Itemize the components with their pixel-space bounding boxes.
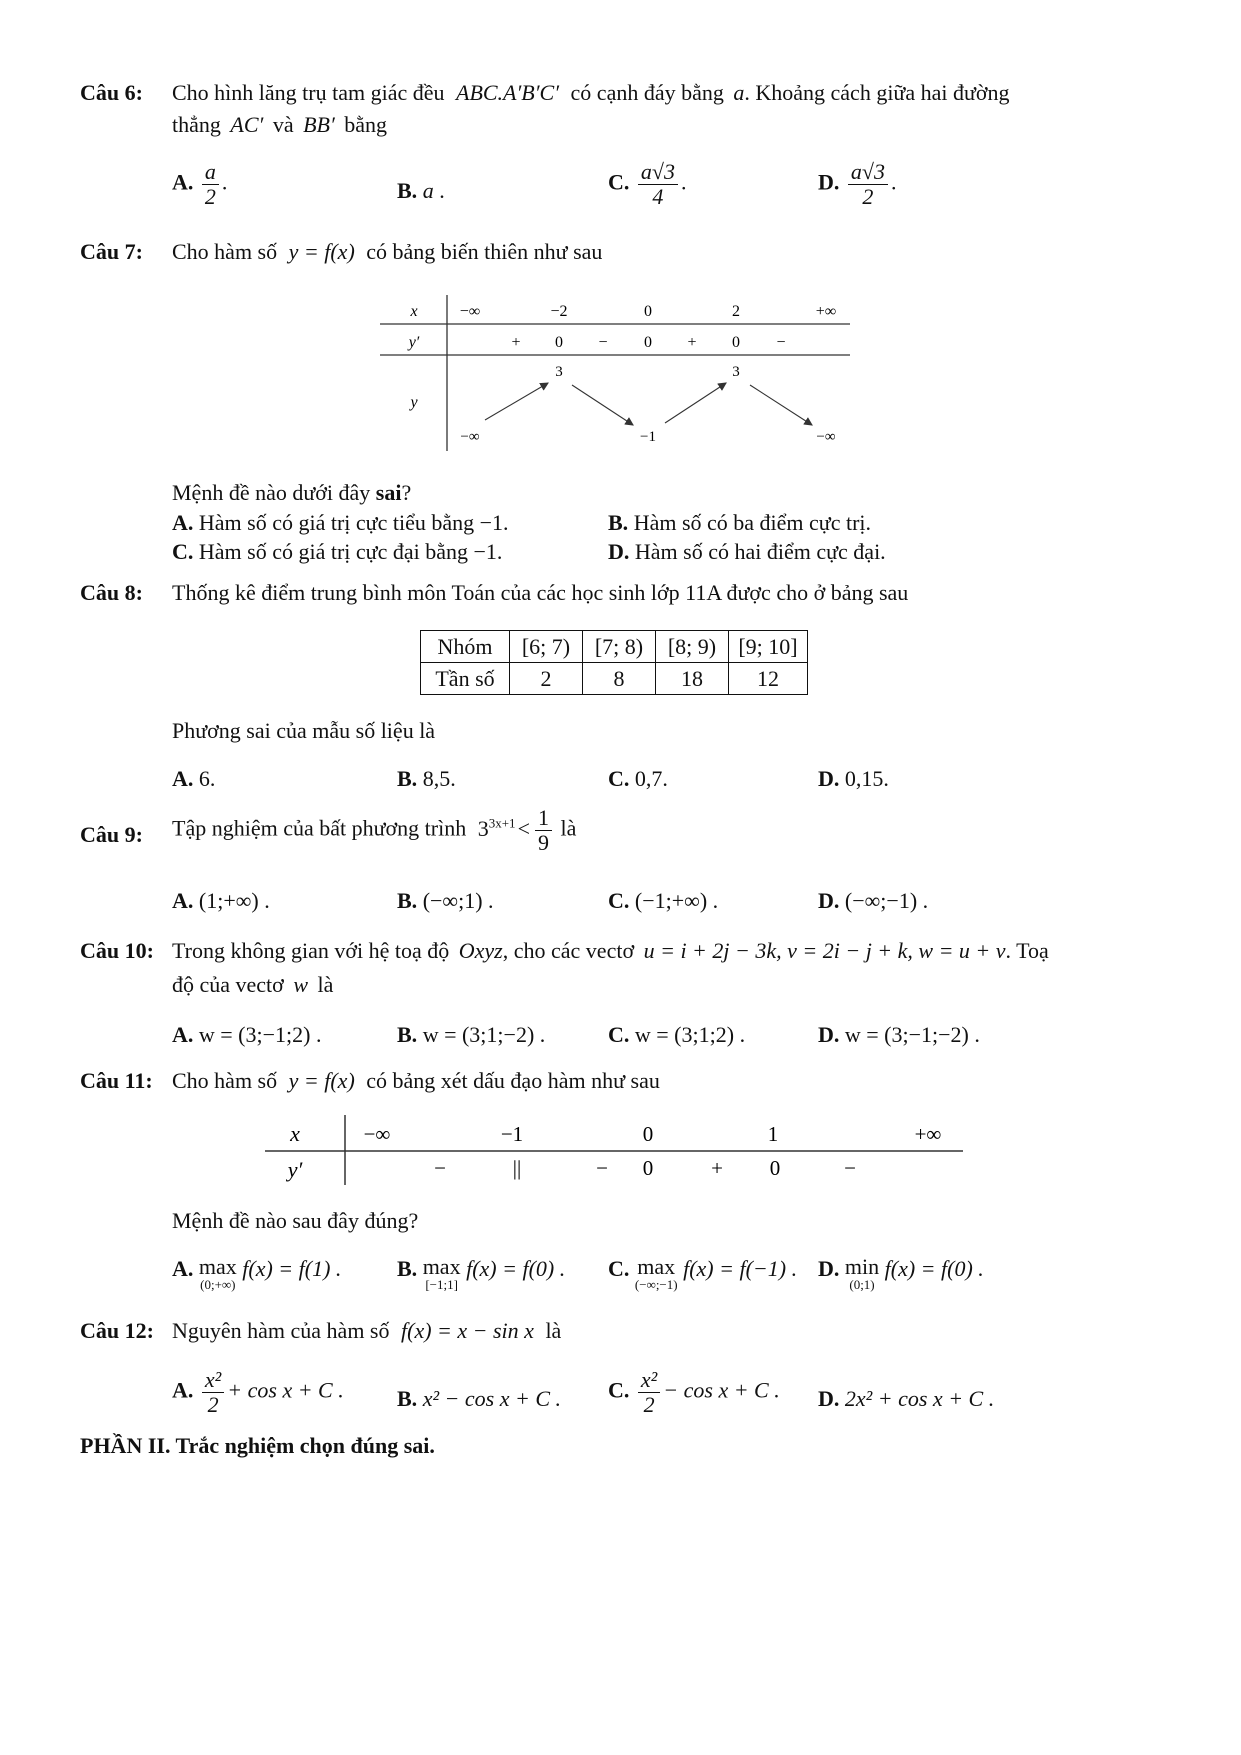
sign: − <box>596 1156 608 1180</box>
option-label: B. <box>397 888 418 913</box>
option-c[interactable] <box>608 160 686 209</box>
function: y = f(x) <box>288 239 355 264</box>
option-text: w = (3;−1;2) . <box>198 1022 322 1047</box>
numerator: a√3 <box>638 160 678 185</box>
x-value: +∞ <box>815 303 837 320</box>
option-label: D. <box>818 1386 840 1411</box>
question-11-text <box>172 1068 660 1094</box>
x-value: −∞ <box>459 303 481 320</box>
table-cell: [6; 7) <box>510 631 583 663</box>
operator-with-range <box>423 1256 461 1291</box>
text: có bảng biến thiên như sau <box>366 239 603 264</box>
tail: . <box>221 169 228 195</box>
frequency-table <box>420 630 808 695</box>
question-6-text-line1 <box>172 80 1010 106</box>
operator: max <box>198 1254 237 1279</box>
question-7 <box>80 239 143 265</box>
option-c[interactable] <box>608 766 668 792</box>
table-cell: 12 <box>729 663 808 695</box>
operator: min <box>844 1254 880 1279</box>
numerator: a <box>202 160 219 185</box>
table-cell: [7; 8) <box>583 631 656 663</box>
sign: + <box>711 1156 723 1180</box>
question-label: Câu 6: <box>80 80 143 105</box>
fraction <box>202 1368 224 1417</box>
table-cell: Tần số <box>421 663 510 695</box>
text: Cho hàm số <box>172 239 278 264</box>
table-cell: Nhóm <box>421 631 510 663</box>
sign: 0 <box>642 1156 654 1180</box>
variable: a <box>733 80 745 105</box>
question-12-text <box>172 1318 561 1344</box>
fraction <box>638 1368 660 1417</box>
operator: max <box>422 1254 461 1279</box>
numerator: a√3 <box>848 160 888 185</box>
line-bb: BB′ <box>303 112 335 137</box>
option-a[interactable] <box>172 510 509 536</box>
y-value: −1 <box>640 429 656 445</box>
option-c[interactable] <box>172 539 502 565</box>
denominator: 2 <box>862 184 874 210</box>
sign: 0 <box>769 1156 781 1180</box>
option-d[interactable] <box>608 539 886 565</box>
question-label: Câu 7: <box>80 239 143 264</box>
y-value: −∞ <box>816 429 836 445</box>
prism-name: ABC.A′B′C′ <box>456 80 560 105</box>
option-text: (−1;+∞) . <box>634 888 719 913</box>
table-cell: [9; 10] <box>729 631 808 663</box>
option-d[interactable] <box>818 888 928 914</box>
question-9-text <box>172 806 576 855</box>
table-row <box>421 631 808 663</box>
option-c[interactable] <box>608 1022 745 1048</box>
sign: − <box>776 334 786 351</box>
fraction <box>848 160 888 209</box>
tail: + cos x + C . <box>227 1377 344 1403</box>
option-label: C. <box>608 1022 630 1047</box>
text: . Toạ <box>1005 938 1049 963</box>
section-heading: PHẦN II. Trắc nghiệm chọn đúng sai. <box>80 1433 435 1458</box>
variation-table <box>380 295 852 455</box>
numerator: x² <box>202 1368 224 1393</box>
option-text: w = (3;−1;−2) . <box>844 1022 980 1047</box>
x-value: 2 <box>732 303 740 320</box>
option-c[interactable] <box>608 1368 780 1417</box>
text: Cho hàm số <box>172 1068 278 1093</box>
question-10-line2 <box>172 972 333 998</box>
y-value: 3 <box>732 364 740 380</box>
exponent: 3x+1 <box>488 815 516 831</box>
option-label: D. <box>818 888 840 913</box>
tail: . <box>890 169 897 195</box>
option-b[interactable] <box>397 766 456 792</box>
option-a[interactable] <box>172 1368 344 1417</box>
option-label: A. <box>172 510 194 535</box>
option-label: A. <box>172 169 194 195</box>
table-row <box>421 663 808 695</box>
question-7-text <box>172 239 602 265</box>
option-label: D. <box>818 1256 840 1281</box>
table-cell: [8; 9) <box>656 631 729 663</box>
question-label: Câu 10: <box>80 938 154 963</box>
question-label: Câu 8: <box>80 580 143 605</box>
operator-with-range <box>635 1256 678 1291</box>
option-label: A. <box>172 1022 194 1047</box>
range: (0;+∞) <box>200 1277 236 1292</box>
option-label: B. <box>397 1256 418 1281</box>
option-text: f(x) = f(1) . <box>242 1256 342 1281</box>
x-value: 0 <box>644 303 652 320</box>
option-text: 2x² + cos x + C . <box>844 1386 995 1411</box>
operator-with-range <box>845 1256 879 1291</box>
x-value: −∞ <box>363 1122 391 1146</box>
x-value: −1 <box>500 1122 524 1146</box>
option-c[interactable] <box>608 888 718 914</box>
question-label: Câu 11: <box>80 1068 153 1093</box>
fraction <box>535 806 552 855</box>
function: f(x) = x − sin x <box>401 1318 534 1343</box>
increase-arrow <box>485 383 548 420</box>
denominator: 4 <box>652 184 664 210</box>
sign: 0 <box>644 334 652 351</box>
numerator: 1 <box>535 806 552 831</box>
text: là <box>545 1318 562 1343</box>
sign: − <box>434 1156 446 1180</box>
text: Mệnh đề nào dưới đây <box>172 480 371 505</box>
text: là <box>317 972 334 997</box>
sign: 0 <box>732 334 740 351</box>
option-text: x² − cos x + C . <box>422 1386 562 1411</box>
question-11 <box>80 1068 153 1094</box>
option-text: f(x) = f(−1) . <box>683 1256 798 1281</box>
table-cell: 2 <box>510 663 583 695</box>
line-ac: AC′ <box>230 112 264 137</box>
option-text: (−∞;−1) . <box>844 888 929 913</box>
option-b[interactable] <box>397 178 445 204</box>
emphasis: sai <box>375 480 402 505</box>
sign: + <box>511 334 521 351</box>
text: thẳng <box>172 112 221 137</box>
question-7-prompt <box>172 480 411 506</box>
option-label: A. <box>172 1377 194 1403</box>
question-8 <box>80 580 143 606</box>
question-10-line1 <box>172 938 1049 964</box>
option-d[interactable] <box>818 160 896 209</box>
x-value: +∞ <box>914 1122 942 1146</box>
question-9 <box>80 822 143 848</box>
text: độ của vectơ <box>172 972 284 997</box>
text: Nguyên hàm của hàm số <box>172 1318 390 1343</box>
sign: || <box>512 1156 522 1180</box>
inequality <box>477 805 555 856</box>
option-text: (−∞;1) . <box>422 888 494 913</box>
option-label: A. <box>172 766 194 791</box>
option-label: A. <box>172 888 194 913</box>
option-label: C. <box>172 539 194 564</box>
y-label: y <box>410 394 418 411</box>
option-label: B. <box>397 1022 418 1047</box>
decrease-arrow <box>750 385 812 425</box>
table-cell: 18 <box>656 663 729 695</box>
operator: < <box>517 815 530 841</box>
question-6 <box>80 80 143 106</box>
option-d[interactable] <box>818 1256 984 1291</box>
y-value: 3 <box>555 364 563 380</box>
question-12 <box>80 1318 154 1344</box>
range: [−1;1] <box>425 1277 458 1292</box>
option-text: Hàm số có giá trị cực đại bằng −1. <box>198 539 503 564</box>
x-value: −2 <box>550 303 568 320</box>
option-b[interactable] <box>397 1386 561 1412</box>
option-b[interactable] <box>397 1022 545 1048</box>
decrease-arrow <box>572 385 633 425</box>
text: Trong không gian với hệ toạ độ <box>172 938 450 963</box>
text: và <box>272 112 294 137</box>
sign: 0 <box>555 334 563 351</box>
range: (0;1) <box>849 1277 875 1292</box>
option-b[interactable] <box>397 1256 565 1291</box>
y-value: −∞ <box>460 429 480 445</box>
option-a[interactable] <box>172 1256 341 1291</box>
denominator: 2 <box>204 184 216 210</box>
text: có bảng xét dấu đạo hàm như sau <box>366 1068 660 1093</box>
text: bằng <box>344 112 388 137</box>
operator-with-range <box>199 1256 237 1291</box>
option-text: 0,15. <box>844 766 889 791</box>
coordinate-system: Oxyz <box>458 938 503 963</box>
option-text: Hàm số có giá trị cực tiểu bằng −1. <box>198 510 509 535</box>
question-8-prompt: Phương sai của mẫu số liệu là <box>172 718 436 743</box>
sign: − <box>598 334 608 351</box>
base: 3 <box>477 815 489 841</box>
denominator: 9 <box>537 830 549 856</box>
question-11-prompt: Mệnh đề nào sau đây đúng? <box>172 1208 419 1233</box>
option-label: D. <box>608 539 630 564</box>
tail: . <box>433 178 445 203</box>
option-d[interactable] <box>818 766 889 792</box>
question-label: Câu 12: <box>80 1318 154 1343</box>
text: Tập nghiệm của bất phương trình <box>172 815 467 841</box>
option-label: C. <box>608 1256 630 1281</box>
option-a[interactable] <box>172 888 270 914</box>
vector-expression: u = i + 2j − 3k, v = 2i − j + k, w = u + v <box>643 938 1006 963</box>
option-a[interactable] <box>172 1022 321 1048</box>
option-label: A. <box>172 1256 194 1281</box>
table-cell: 8 <box>583 663 656 695</box>
option-text: (1;+∞) . <box>198 888 270 913</box>
question-6-text-line2 <box>172 112 387 138</box>
numerator: x² <box>638 1368 660 1393</box>
x-value: 1 <box>767 1122 779 1146</box>
yprime-label: y′ <box>408 334 420 351</box>
option-label: B. <box>608 510 629 535</box>
option-text: a <box>422 178 434 203</box>
denominator: 2 <box>643 1392 655 1418</box>
option-label: B. <box>397 766 418 791</box>
question-10 <box>80 938 154 964</box>
sign: − <box>844 1156 856 1180</box>
option-text: 6. <box>198 766 216 791</box>
option-a[interactable] <box>172 160 227 209</box>
option-label: C. <box>608 766 630 791</box>
text: có cạnh đáy bằng <box>570 80 724 105</box>
text: . Khoảng cách giữa hai đường <box>744 80 1010 105</box>
option-label: C. <box>608 169 630 195</box>
option-b[interactable] <box>397 888 494 914</box>
x-label: x <box>290 1121 300 1146</box>
tail: . <box>680 169 687 195</box>
text: , cho các vectơ <box>502 938 635 963</box>
text: ? <box>401 480 412 505</box>
option-label: D. <box>818 1022 840 1047</box>
yprime-label: y′ <box>287 1157 303 1182</box>
text: là <box>560 815 577 841</box>
option-d[interactable] <box>818 1022 980 1048</box>
option-text: Hàm số có ba điểm cực trị. <box>633 510 872 535</box>
increase-arrow <box>665 383 726 423</box>
option-text: 8,5. <box>422 766 456 791</box>
tail: − cos x + C . <box>663 1377 780 1403</box>
operator: max <box>637 1254 676 1279</box>
option-c[interactable] <box>608 1256 797 1291</box>
option-label: B. <box>397 178 418 203</box>
option-d[interactable] <box>818 1386 994 1412</box>
vector-w: w <box>293 972 308 997</box>
option-label: D. <box>818 766 840 791</box>
question-label: Câu 9: <box>80 822 143 847</box>
option-text: w = (3;1;−2) . <box>422 1022 546 1047</box>
option-label: C. <box>608 1377 630 1403</box>
sign-table <box>265 1115 965 1187</box>
sign: + <box>687 334 697 351</box>
x-value: 0 <box>642 1122 654 1146</box>
option-b[interactable] <box>608 510 871 536</box>
option-text: 0,7. <box>634 766 668 791</box>
option-label: B. <box>397 1386 418 1411</box>
denominator: 2 <box>207 1392 219 1418</box>
option-text: f(x) = f(0) . <box>466 1256 566 1281</box>
range: (−∞;−1) <box>634 1277 678 1292</box>
text: Cho hình lăng trụ tam giác đều <box>172 80 445 105</box>
function: y = f(x) <box>288 1068 355 1093</box>
option-label: D. <box>818 169 840 195</box>
x-label: x <box>410 303 418 320</box>
fraction <box>638 160 678 209</box>
option-label: C. <box>608 888 630 913</box>
option-text: w = (3;1;2) . <box>634 1022 746 1047</box>
option-a[interactable] <box>172 766 215 792</box>
fraction <box>202 160 219 209</box>
question-8-text: Thống kê điểm trung bình môn Toán của các học sinh lớp 11A được cho ở bảng sau <box>172 580 909 605</box>
option-text: Hàm số có hai điểm cực đại. <box>634 539 886 564</box>
option-text: f(x) = f(0) . <box>884 1256 984 1281</box>
